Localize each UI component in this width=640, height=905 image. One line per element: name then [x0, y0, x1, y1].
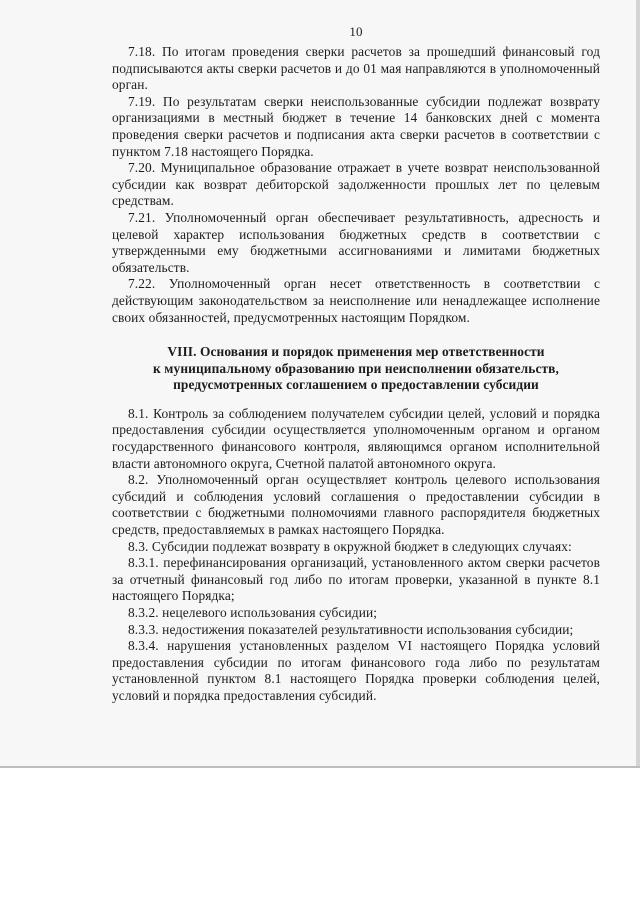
paragraph-8-3-2: 8.3.2. нецелевого использования субсидии;: [128, 605, 378, 620]
paragraph-8-2: 8.2. Уполномоченный орган осуществляет контроль целевого использования субсидий и соблюдения условий соглашения о предоставлении субсидии в соответствии с бюджетными полномочиями главного распорядителя бюджетных средств, предоставляемых в рамках настоящего Порядка.: [112, 472, 600, 538]
paragraph-8-3: 8.3. Субсидии подлежат возврату в окружной бюджет в следующих случаях:: [128, 538, 572, 554]
paragraph-7-18: 7.18. По итогам проведения сверки расчетов за прошедший финансовый год подписываются акты сверки расчетов и до 01 мая направляются в уполномоченный орган.: [112, 44, 600, 93]
section-heading-viii: [112, 344, 600, 394]
scan-bottom-edge: [0, 766, 640, 768]
page-number: 10: [349, 24, 363, 39]
section-heading-line: к муниципальному образованию при неисполнении обязательств,: [153, 360, 559, 376]
paragraph-7-22: 7.22. Уполномоченный орган несет ответственность в соответствии с действующим законодательством за неисполнение или ненадлежащее исполнение своих обязанностей, предусмотренных настоящим Порядком.: [112, 276, 600, 325]
section-heading-line: VIII. Основания и порядок применения мер ответственности: [167, 344, 545, 360]
paragraph-7-20: 7.20. Муниципальное образование отражает в учете возврат неиспользованной субсидии как возврат дебиторской задолженности прошлых лет по целевым средствам.: [112, 160, 600, 209]
paragraph-8-1: 8.1. Контроль за соблюдением получателем субсидии целей, условий и порядка предоставления субсидии осуществляется уполномоченным органом и органом государственного финансового контроля, являющимся органом исполнительной власти автономного округа, Счетной палатой автономного округа.: [112, 405, 600, 471]
paragraph-8-3-1: 8.3.1. перефинансирования организаций, установленного актом сверки расчетов за отчетный финансовый год либо по итогам проверки, указанной в пункте 8.1 настоящего Порядка;: [112, 555, 600, 604]
document-page: [112, 0, 600, 705]
section-heading-line: предусмотренных соглашением о предоставлении субсидии: [173, 377, 539, 393]
paragraph-7-19: 7.19. По результатам сверки неиспользованные субсидии подлежат возврату организациями в местный бюджет в течение 14 банковских дней с момента проведения сверки расчетов и подписания акта сверки расчетов в соответствии с пунктом 7.18 настоящего Порядка.: [112, 93, 600, 159]
paragraph-7-21: 7.21. Уполномоченный орган обеспечивает результативность, адресность и целевой характер использования бюджетных средств в соответствии с утвержденными ему бюджетными ассигнованиями и лимитами бюджетных обязательств.: [112, 209, 600, 275]
paragraph-8-3-4: 8.3.4. нарушения установленных разделом VI настоящего Порядка условий предоставления субсидии по итогам финансового года либо по результатам установленной пунктом 8.1 настоящего Порядка проверки соблюдения целей, условий и порядка предоставления субсидий.: [112, 638, 600, 703]
paragraph-8-3-3: 8.3.3. недостижения показателей результативности использования субсидии;: [128, 621, 574, 637]
